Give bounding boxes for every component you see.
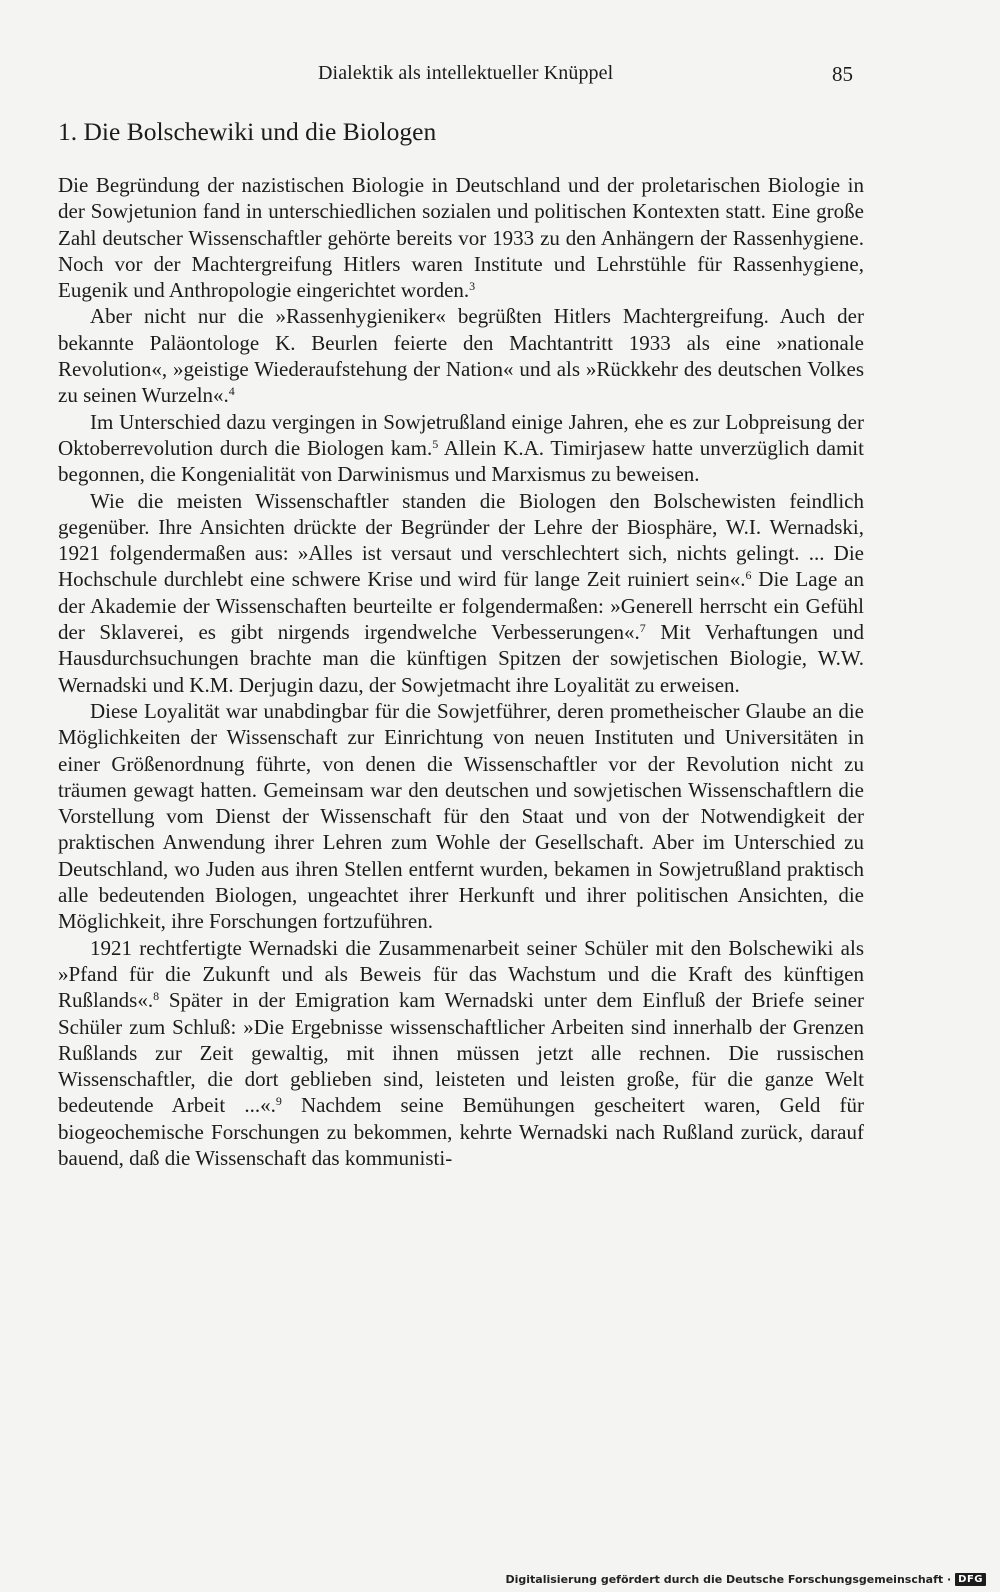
paragraph-text: Diese Loyalität war unabdingbar für die Sowjetführer, deren prometheischer Glaube an die Möglichkeiten der Wissenschaft zur Einrichtung von neuen Instituten und Universitäten in einer Größenordnung führte, von denen die Wissenschaftler vor der Revolution nicht zu träumen gewagt hatten. Gemeinsam war den deutschen und sowjetischen Wissenschaftlern die Vorstellung vom Dienst der Wissenschaft für den Staat und von der Notwendigkeit der praktischen Anwendung ihrer Lehren zum Wohle der Gesellschaft. Aber im Unterschied zu Deutschland, wo Juden aus ihren Stellen entfernt wurden, bekamen in Sowjetrußland praktisch alle bedeutenden Biologen, ungeachtet ihrer Herkunft und ihrer politischen Ansichten, die Möglichkeit, ihre Forschungen fortzuführen. (58, 698, 864, 934)
footnote-marker: 7 (639, 621, 646, 636)
section-title: 1. Die Bolschewiki und die Biologen (58, 117, 437, 146)
paragraph-4 (58, 488, 864, 698)
paragraph-text: Die Lage an der Akademie der Wissenschaften beurteilte er folgendermaßen: »Generell herrscht ein Gefühl der Sklaverei, es gibt nirgends irgendwelche Verbesserungen«. (58, 567, 864, 645)
paragraph-text: Im Unterschied dazu vergingen in Sowjetrußland einige Jahren, ehe es zur Lobpreisung der Oktoberrevolution durch die Biologen kam. (58, 409, 864, 460)
paragraph-text: Aber nicht nur die »Rassenhygieniker« begrüßten Hitlers Machtergreifung. Auch der bekannte Paläontologe K. Beurlen feierte den Machtantritt 1933 als eine »nationale Revolution«, »geistige Wiederaufstehung der Nation« und als »Rückkehr des deutschen Volkes zu seinen Wurzeln«. (58, 304, 864, 408)
body-text (58, 172, 864, 1171)
paragraph-text: Mit Verhaftungen und Hausdurchsuchungen brachte man die künftigen Spitzen der sowjetischen Biologie, W.W. Wernadski und K.M. Derjugin dazu, der Sowjetmacht ihre Loyalität zu erweisen. (58, 620, 864, 697)
paragraph-text: Wie die meisten Wissenschaftler standen die Biologen den Bolschewisten feindlich gegenüber. Ihre Ansichten drückte der Begründer der Lehre der Biosphäre, W.I. Wernadski, 1921 folgendermaßen aus: »Alles ist versaut und verschlechtert sich, nichts gelingt. ... Die Hochschule durchlebt eine schwere Krise und wird für lange Zeit ruiniert sein«. (58, 488, 864, 592)
paragraph-text: Nachdem seine Bemühungen gescheitert waren, Geld für biogeochemische Forschungen zu bekommen, kehrte Wernadski nach Rußland zurück, darauf bauend, daß die Wissenschaft das kommunisti- (58, 1093, 864, 1170)
footnote-marker: 9 (275, 1094, 282, 1109)
credit-text: Digitalisierung gefördert durch die Deutsche Forschungsgemeinschaft · (505, 1573, 952, 1586)
page-number: 85 (832, 62, 853, 86)
paragraph-text: Allein K.A. Timirjasew hatte unverzüglich damit begonnen, die Kongenialität von Darwinismus und Marxismus zu beweisen. (58, 435, 864, 487)
running-title: Dialektik als intellektueller Knüppel (318, 62, 614, 84)
paragraph-text: Später in der Emigration kam Wernadski unter dem Einfluß der Briefe seiner Schüler zum Schluß: »Die Ergebnisse wissenschaftlicher Arbeiten sind innerhalb der Grenzen Rußlands zur Zeit gewaltig, mit ihnen müssen jetzt alle rechnen. Die russischen Wissenschaftler, die dort geblieben sind, leisteten und leisten große, für die ganze Welt bedeutende Arbeit ...«. (58, 988, 864, 1118)
paragraph-3 (58, 409, 864, 488)
paragraph-2 (58, 303, 864, 408)
paragraph-text: Die Begründung der nazistischen Biologie in Deutschland und der proletarischen Biologie in der Sowjetunion fand in unterschiedlichen sozialen und politischen Kontexten statt. Eine große Zahl deutscher Wissenschaftler gehörte bereits vor 1933 zu den Anhängern der Rassenhygiene. Noch vor der Machtergreifung Hitlers waren Institute und Lehrstühle für Rassenhygiene, Eugenik und Anthropologie eingerichtet worden. (58, 173, 864, 303)
paragraph-text: 1921 rechtfertigte Wernadski die Zusammenarbeit seiner Schüler mit den Bolschewiki als »Pfand für die Zukunft und als Beweis für das Wachstum und die Kraft des künftigen Rußlands«. (58, 935, 864, 1013)
paragraph-1 (58, 172, 864, 303)
footnote-marker: 8 (153, 989, 160, 1004)
digitization-credit (505, 1573, 986, 1586)
paragraph-5 (58, 698, 864, 935)
paragraph-6 (58, 935, 864, 1172)
footnote-marker: 5 (432, 436, 439, 451)
footnote-marker: 3 (469, 279, 476, 294)
footnote-marker: 6 (745, 568, 752, 583)
footnote-marker: 4 (228, 384, 235, 399)
dfg-logo-icon: DFG (955, 1573, 986, 1586)
